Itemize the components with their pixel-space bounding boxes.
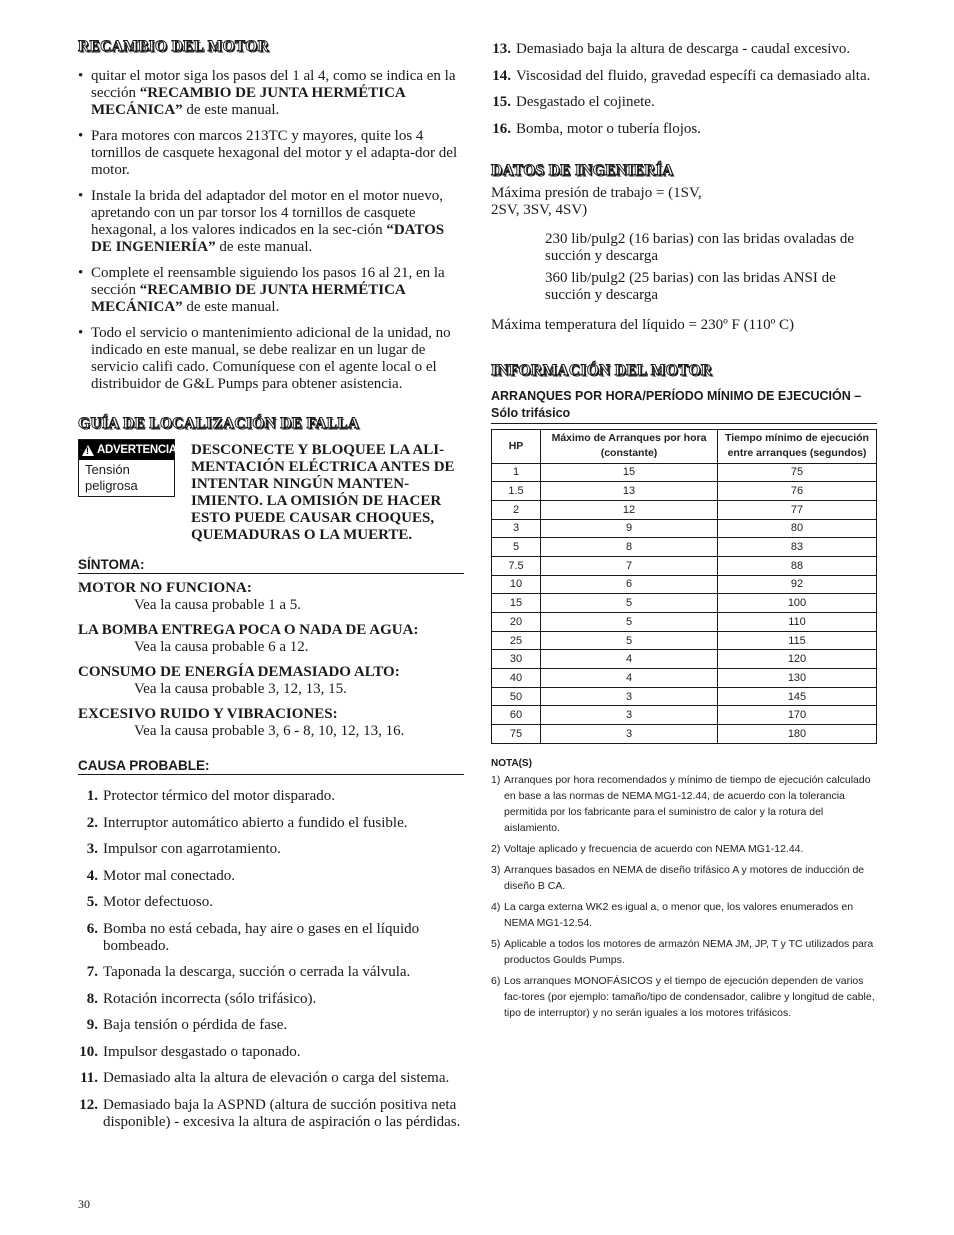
- symptom-desc: Vea la causa probable 1 a 5.: [134, 597, 302, 613]
- bullet-dot: •: [78, 265, 84, 281]
- table-cell: 5: [541, 631, 718, 650]
- table-cell: 115: [718, 631, 877, 650]
- table-row: [492, 613, 877, 632]
- table-row: [492, 519, 877, 538]
- table-cell: 80: [718, 519, 877, 538]
- table-row: [492, 631, 877, 650]
- table-cell: 4: [541, 669, 718, 688]
- note-number: 4): [491, 900, 501, 913]
- table-cell: 3: [541, 706, 718, 725]
- bullet-text: de este manual.: [182, 102, 280, 118]
- table-row: [492, 575, 877, 594]
- bullet-dot: •: [78, 128, 84, 144]
- warning-text: DESCONECTE Y BLOQUEE LA ALI-MENTACIÓN ELÉCTRICA ANTES DE INTENTAR NINGÚN MANTEN-IMIENTO. LA OMISIÓN DE HACER ESTO PUEDE CAUSAR CHOQUES, QUEMADURAS O LA MUERTE.: [191, 442, 455, 543]
- cause-number: 10.: [79, 1043, 98, 1060]
- note-number: 3): [491, 863, 501, 876]
- table-cell: 100: [718, 594, 877, 613]
- warning-sub: Tensión peligrosa: [85, 462, 138, 493]
- cause-number: 8.: [86, 990, 98, 1007]
- table-cell: 5: [492, 538, 541, 557]
- table-row: [492, 556, 877, 575]
- troubleshooting-title: GUÍA DE LOCALIZACIÓN DE FALLA: [78, 415, 360, 432]
- cause-item: [78, 815, 464, 832]
- table-cell: 92: [718, 575, 877, 594]
- note-text: Arranques basados en NEMA de diseño trifásico A y motores de inducción de diseño B CA.: [504, 863, 865, 892]
- note-number: 5): [491, 937, 501, 950]
- starts-table: [491, 429, 877, 744]
- bullet-item: [78, 68, 464, 119]
- cause-number: 1.: [86, 788, 98, 804]
- note-item: [491, 936, 877, 968]
- table-cell: 25: [492, 631, 541, 650]
- table-cell: 2: [492, 500, 541, 519]
- cause-text: Demasiado baja la altura de descarga - caudal excesivo.: [516, 41, 851, 57]
- warning-label-box: [78, 439, 175, 497]
- table-cell: 5: [541, 613, 718, 632]
- table-cell: 6: [541, 575, 718, 594]
- bullet-text: Todo el servicio o mantenimiento adicional de la unidad, no indicado en este manual, se debe realizar en un lugar de servicio califi cado. Comuníquese con el agente local o el distribuidor de G&L Pumps para obtener asistencia.: [91, 325, 451, 392]
- table-cell: 3: [541, 687, 718, 706]
- note-item: [491, 772, 877, 836]
- warning-icon: !: [82, 445, 94, 456]
- cause-item: [491, 94, 877, 111]
- notes-list: [491, 772, 877, 1021]
- note-text: Aplicable a todos los motores de armazón NEMA JM, JP, T y TC utilizados para productos Goulds Pumps.: [504, 937, 874, 966]
- cause-item: [78, 1097, 464, 1131]
- cause-number: 13.: [492, 41, 511, 57]
- note-text: Voltaje aplicado y frecuencia de acuerdo con NEMA MG1-12.44.: [504, 842, 804, 855]
- table-row: [492, 463, 877, 482]
- cause-number: 11.: [80, 1070, 98, 1086]
- bullet-bold-text: “DATOS DE INGENIERÍA”: [91, 222, 445, 255]
- left-column: [78, 38, 464, 1140]
- symptom-item: [78, 622, 464, 656]
- bullet-item: [78, 128, 464, 179]
- cause-number: 14.: [492, 67, 511, 84]
- table-cell: 30: [492, 650, 541, 669]
- table-row: [492, 706, 877, 725]
- bullet-item: [78, 188, 464, 256]
- cause-number: 7.: [86, 964, 98, 980]
- table-cell: 120: [718, 650, 877, 669]
- table-row: [492, 687, 877, 706]
- pressure-ansi: 360 lib/pulg2 (25 barias) con las bridas ANSI de succión y descarga: [545, 269, 836, 303]
- cause-text: Interruptor automático abierto a fundido el fusible.: [103, 814, 408, 831]
- bullet-dot: •: [78, 68, 84, 84]
- cause-item: [78, 788, 464, 805]
- table-cell: 110: [718, 613, 877, 632]
- table-cell: 1.5: [492, 482, 541, 501]
- page-number: 30: [78, 1197, 90, 1211]
- cause-text: Baja tensión o pérdida de fase.: [103, 1017, 288, 1033]
- symptom-item: [78, 706, 464, 740]
- note-item: [491, 973, 877, 1021]
- table-row: [492, 538, 877, 557]
- pressure-oval: 230 lib/pulg2 (16 barias) con las bridas ovaladas de succión y descarga: [545, 230, 855, 264]
- cause-list-left: [78, 788, 464, 1131]
- table-cell: 75: [718, 463, 877, 482]
- symptom-title: MOTOR NO FUNCIONA:: [78, 580, 252, 596]
- cause-header: CAUSA PROBABLE:: [78, 758, 464, 775]
- cause-item: [78, 921, 464, 955]
- table-cell: 7.5: [492, 556, 541, 575]
- table-cell: 145: [718, 687, 877, 706]
- cause-item: [78, 894, 464, 911]
- table-cell: 12: [541, 500, 718, 519]
- motor-info-title: INFORMACIÓN DEL MOTOR: [491, 361, 713, 379]
- table-cell: 15: [492, 594, 541, 613]
- table-cell: 7: [541, 556, 718, 575]
- symptom-title: CONSUMO DE ENERGÍA DEMASIADO ALTO:: [78, 664, 400, 680]
- cause-item: [491, 41, 877, 58]
- note-number: 6): [491, 974, 501, 987]
- table-header-row: [492, 429, 877, 463]
- table-row: [492, 725, 877, 744]
- cause-text: Motor defectuoso.: [103, 894, 213, 910]
- max-temperature: Máxima temperatura del líquido = 230º F (110º C): [491, 316, 794, 333]
- cause-item: [78, 841, 464, 858]
- table-cell: 40: [492, 669, 541, 688]
- bullet-text: Complete el reensamble siguiendo los pasos 16 al 21, en la sección: [91, 265, 445, 298]
- note-item: [491, 841, 877, 857]
- cause-text: Demasiado alta la altura de elevación o carga del sistema.: [103, 1070, 450, 1086]
- table-cell: 13: [541, 482, 718, 501]
- cause-text: Viscosidad del fluido, gravedad específi ca demasiado alta.: [516, 67, 871, 84]
- cause-number: 6.: [86, 920, 98, 937]
- table-cell: 180: [718, 725, 877, 744]
- bullet-item: [78, 265, 464, 316]
- note-number: 2): [491, 842, 501, 855]
- table-cell: 60: [492, 706, 541, 725]
- table-cell: 88: [718, 556, 877, 575]
- cause-item: [78, 964, 464, 981]
- cause-item: [78, 991, 464, 1008]
- table-label: ARRANQUES POR HORA/PERÍODO MÍNIMO DE EJECUCIÓN – Sólo trifásico: [491, 388, 877, 424]
- note-number: 1): [491, 773, 501, 786]
- table-cell: 83: [718, 538, 877, 557]
- cause-item: [491, 68, 877, 85]
- cause-text: Bomba, motor o tubería flojos.: [516, 120, 701, 137]
- column-header: Tiempo mínimo de ejecución entre arranques (segundos): [718, 429, 877, 463]
- table-row: [492, 669, 877, 688]
- symptom-desc: Vea la causa probable 3, 6 - 8, 10, 12, 13, 16.: [134, 723, 405, 739]
- table-cell: 4: [541, 650, 718, 669]
- table-cell: 50: [492, 687, 541, 706]
- cause-number: 2.: [86, 814, 98, 831]
- table-row: [492, 650, 877, 669]
- cause-item: [78, 868, 464, 885]
- symptom-item: [78, 664, 464, 698]
- bullet-text: de este manual.: [182, 299, 280, 315]
- symptom-title: EXCESIVO RUIDO Y VIBRACIONES:: [78, 706, 338, 722]
- table-cell: 3: [541, 725, 718, 744]
- table-cell: 77: [718, 500, 877, 519]
- table-cell: 75: [492, 725, 541, 744]
- right-column: [491, 41, 877, 1021]
- table-cell: 20: [492, 613, 541, 632]
- note-item: [491, 899, 877, 931]
- cause-number: 15.: [492, 94, 511, 110]
- cause-text: Demasiado baja la ASPND (altura de succión positiva neta disponible) - excesiva la altura de aspiración o las pérdidas.: [103, 1096, 461, 1130]
- table-row: [492, 594, 877, 613]
- cause-number: 9.: [86, 1017, 98, 1033]
- cause-text: Impulsor desgastado o taponado.: [103, 1043, 301, 1060]
- table-cell: 130: [718, 669, 877, 688]
- cause-list-right: [491, 41, 877, 138]
- table-row: [492, 482, 877, 501]
- table-cell: 15: [541, 463, 718, 482]
- bullet-text: Instale la brida del adaptador del motor en el motor nuevo, apretando con un par torsor los 4 tornillos de casquete hexagonal, a los valores indicados en la sec-ción: [91, 188, 443, 238]
- pressure-intro: Máxima presión de trabajo = (1SV, 2SV, 3SV, 4SV): [491, 184, 702, 218]
- cause-item: [78, 1044, 464, 1061]
- motor-replacement-list: [78, 68, 464, 393]
- warning-block: [78, 439, 464, 544]
- table-row: [492, 500, 877, 519]
- engineering-title: DATOS DE INGENIERÍA: [491, 161, 674, 179]
- table-cell: 1: [492, 463, 541, 482]
- table-cell: 3: [492, 519, 541, 538]
- bullet-dot: •: [78, 188, 84, 204]
- symptom-list: [78, 580, 464, 740]
- bullet-item: [78, 325, 464, 393]
- symptom-header: SÍNTOMA:: [78, 557, 464, 574]
- symptom-title: LA BOMBA ENTREGA POCA O NADA DE AGUA:: [78, 622, 419, 638]
- note-text: La carga externa WK2 es igual a, o menor que, los valores enumerados en NEMA MG1-12.54.: [504, 900, 854, 929]
- warning-header: [79, 440, 177, 460]
- table-cell: 10: [492, 575, 541, 594]
- cause-number: 16.: [492, 120, 511, 137]
- note-text: Los arranques MONOFÁSICOS y el tiempo de ejecución dependen de varios fac-tores (por ejemplo: tamaño/tipo de condensador, calibre y longitud de cable, tipo de interruptor) y no serán iguales a los motores trifásicos.: [504, 974, 875, 1019]
- cause-text: Desgastado el cojinete.: [516, 94, 655, 110]
- note-item: [491, 862, 877, 894]
- cause-text: Bomba no está cebada, hay aire o gases en el líquido bombeado.: [103, 920, 420, 954]
- cause-text: Taponada la descarga, succión o cerrada la válvula.: [103, 964, 411, 980]
- bullet-text: Para motores con marcos 213TC y mayores, quite los 4 tornillos de casquete hexagonal del motor y el adapta-dor del motor.: [91, 128, 458, 178]
- warning-label: ADVERTENCIA: [97, 444, 177, 456]
- cause-text: Impulsor con agarrotamiento.: [103, 841, 281, 857]
- bullet-text: quitar el motor siga los pasos del 1 al 4, como se indica en la sección: [91, 68, 456, 101]
- table-cell: 5: [541, 594, 718, 613]
- symptom-desc: Vea la causa probable 6 a 12.: [134, 639, 309, 655]
- motor-replacement-title: RECAMBIO DEL MOTOR: [78, 38, 270, 55]
- bullet-dot: •: [78, 325, 84, 341]
- table-cell: 9: [541, 519, 718, 538]
- cause-number: 4.: [86, 867, 98, 884]
- bullet-text: de este manual.: [215, 239, 313, 255]
- column-header: Máximo de Arranques por hora (constante): [541, 429, 718, 463]
- cause-number: 5.: [86, 894, 98, 910]
- cause-number: 3.: [86, 841, 98, 857]
- cause-text: Motor mal conectado.: [103, 867, 236, 884]
- table-cell: 170: [718, 706, 877, 725]
- table-cell: 76: [718, 482, 877, 501]
- bullet-bold-text: “RECAMBIO DE JUNTA HERMÉTICA MECÁNICA”: [91, 282, 405, 315]
- cause-text: Rotación incorrecta (sólo trifásico).: [103, 990, 317, 1007]
- cause-item: [78, 1017, 464, 1034]
- cause-text: Protector térmico del motor disparado.: [103, 788, 336, 804]
- note-text: Arranques por hora recomendados y mínimo de tiempo de ejecución calculado en base a las normas de NEMA MG1-12.44, de acuerdo con la tolerancia permitida por los fabricante para el suministro de calor y la rotura del aislamiento.: [504, 773, 871, 834]
- cause-item: [78, 1070, 464, 1087]
- table-cell: 8: [541, 538, 718, 557]
- cause-number: 12.: [79, 1096, 98, 1113]
- column-header: HP: [492, 429, 541, 463]
- notes-label: NOTA(S): [491, 757, 532, 769]
- cause-item: [491, 121, 877, 138]
- symptom-item: [78, 580, 464, 614]
- bullet-bold-text: “RECAMBIO DE JUNTA HERMÉTICA MECÁNICA”: [91, 85, 405, 118]
- symptom-desc: Vea la causa probable 3, 12, 13, 15.: [134, 681, 347, 697]
